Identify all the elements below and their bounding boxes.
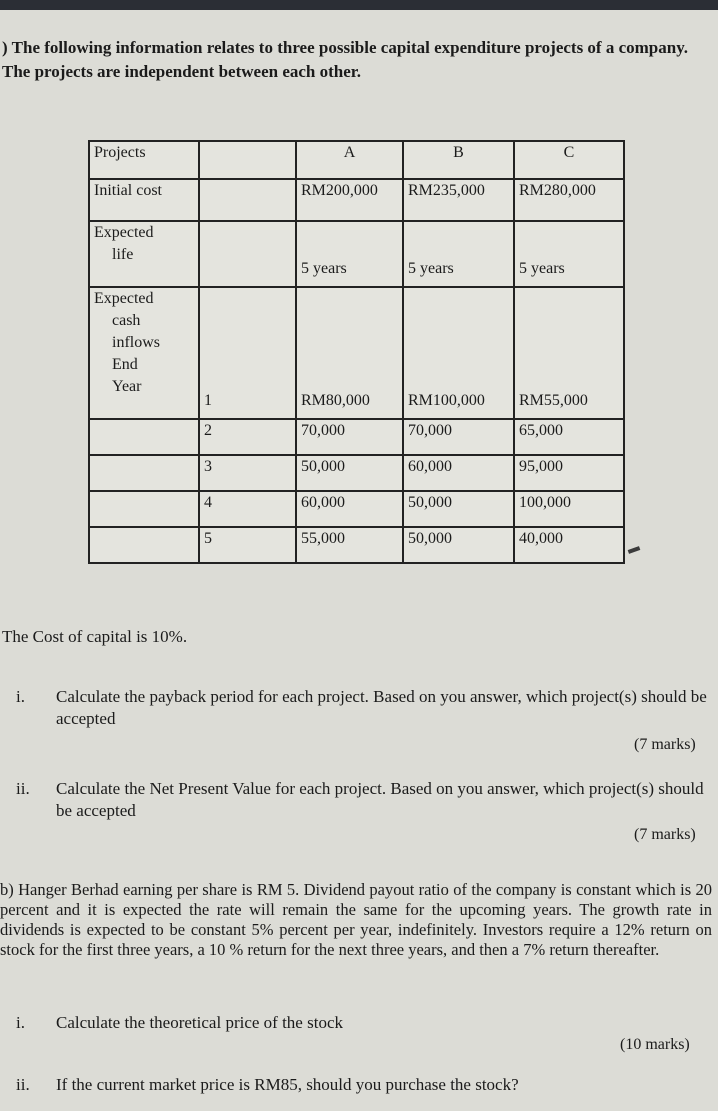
expected-life-label xyxy=(89,221,199,287)
question-numeral: ii. xyxy=(16,1075,30,1094)
initial-cost-c: RM280,000 xyxy=(514,179,624,221)
blank-cell xyxy=(89,527,199,563)
cash-label-line: Year xyxy=(112,378,142,395)
marks-label: (10 marks) xyxy=(620,1036,690,1053)
cash-b: 70,000 xyxy=(403,419,514,455)
year-4-row xyxy=(89,491,624,527)
cash-label-line: End xyxy=(112,356,138,373)
question-numeral: ii. xyxy=(16,779,30,798)
cash-c: RM55,000 xyxy=(514,287,624,419)
initial-cost-row xyxy=(89,179,624,221)
question-text: Calculate the Net Present Value for each project. Based on you answer, which project(s) should be accepted xyxy=(56,779,704,820)
expected-life-c: 5 years xyxy=(514,221,624,287)
cash-a: 55,000 xyxy=(296,527,403,563)
cash-b: 50,000 xyxy=(403,491,514,527)
cash-label-line: Expected xyxy=(94,290,154,307)
intro-text: The following information relates to three possible capital expenditure projects of a company. The projects are independent between each other. xyxy=(2,38,689,81)
initial-cost-empty xyxy=(199,179,296,221)
year-1-row xyxy=(89,287,624,419)
expected-life-empty xyxy=(199,221,296,287)
question-b-i xyxy=(16,1012,716,1036)
cash-b: 50,000 xyxy=(403,527,514,563)
question-a-i xyxy=(16,686,716,736)
cash-c: 65,000 xyxy=(514,419,624,455)
question-number: ) xyxy=(2,38,8,57)
year-cell: 2 xyxy=(199,419,296,455)
blank-cell xyxy=(89,491,199,527)
cash-a: 70,000 xyxy=(296,419,403,455)
question-numeral: i. xyxy=(16,1013,25,1032)
initial-cost-a: RM200,000 xyxy=(296,179,403,221)
cash-b: RM100,000 xyxy=(403,287,514,419)
marks-label: (7 marks) xyxy=(634,736,696,753)
cash-a: 50,000 xyxy=(296,455,403,491)
blank-cell xyxy=(89,419,199,455)
year-cell: 1 xyxy=(199,287,296,419)
question-a-ii xyxy=(16,778,716,828)
projects-table xyxy=(88,140,625,564)
cash-c: 95,000 xyxy=(514,455,624,491)
expected-life-b: 5 years xyxy=(403,221,514,287)
part-b-paragraph: b) Hanger Berhad earning per share is RM 5. Dividend payout ratio of the company is constant which is 20 percent and it is expected the rate will remain the same for the upcoming years. The growth rate in dividends is expected to be constant 5% percent per year, indefinitely. Investors require a 12% return on stock for the first three years, a 10 % return for the next three years, and then a 7% return thereafter. xyxy=(0,880,712,959)
year-cell: 5 xyxy=(199,527,296,563)
initial-cost-b: RM235,000 xyxy=(403,179,514,221)
header-empty xyxy=(199,141,296,179)
cash-c: 100,000 xyxy=(514,491,624,527)
expected-life-a: 5 years xyxy=(296,221,403,287)
cash-a: 60,000 xyxy=(296,491,403,527)
cost-of-capital: The Cost of capital is 10%. xyxy=(2,627,188,646)
blank-cell xyxy=(89,455,199,491)
question-numeral: i. xyxy=(16,687,25,706)
header-project-a: A xyxy=(296,141,403,179)
header-row xyxy=(89,141,624,179)
expected-life-label-line2: life xyxy=(112,246,134,263)
header-project-c: C xyxy=(514,141,624,179)
marks-label: (7 marks) xyxy=(634,826,696,843)
question-b-ii xyxy=(16,1074,716,1098)
question-text: Calculate the payback period for each project. Based on you answer, which project(s) should be accepted xyxy=(56,687,707,728)
header-project-b: B xyxy=(403,141,514,179)
cash-b: 60,000 xyxy=(403,455,514,491)
cash-label-line: inflows xyxy=(112,334,160,351)
cash-c: 40,000 xyxy=(514,527,624,563)
cash-a: RM80,000 xyxy=(296,287,403,419)
intro-paragraph xyxy=(2,36,714,84)
expected-life-row xyxy=(89,221,624,287)
initial-cost-label: Initial cost xyxy=(89,179,199,221)
year-cell: 4 xyxy=(199,491,296,527)
year-2-row xyxy=(89,419,624,455)
header-projects: Projects xyxy=(89,141,199,179)
cash-inflows-label xyxy=(89,287,199,419)
expected-life-label-line1: Expected xyxy=(94,224,154,241)
cursor-mark-icon xyxy=(628,546,641,554)
year-5-row xyxy=(89,527,624,563)
question-text: If the current market price is RM85, should you purchase the stock? xyxy=(56,1075,519,1094)
year-cell: 3 xyxy=(199,455,296,491)
top-edge-bar xyxy=(0,0,718,10)
question-text: Calculate the theoretical price of the stock xyxy=(56,1013,343,1032)
cash-label-line: cash xyxy=(112,312,141,329)
year-3-row xyxy=(89,455,624,491)
